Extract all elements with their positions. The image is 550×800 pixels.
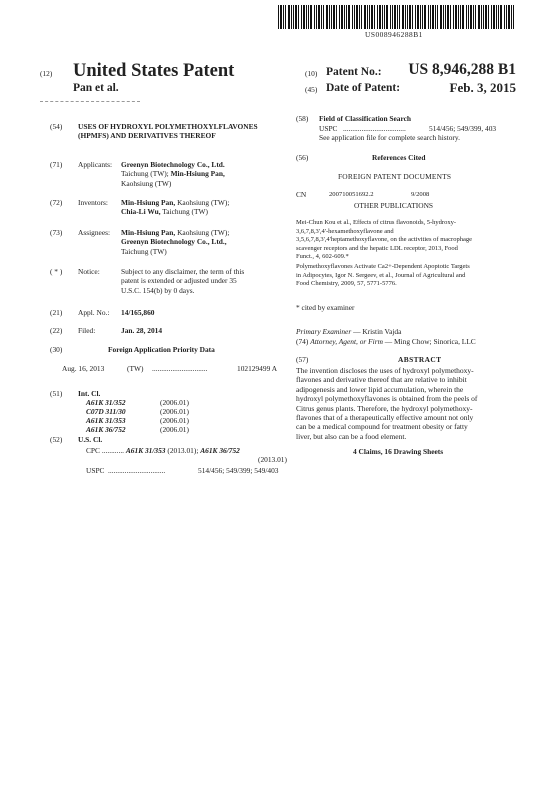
foreign-date: 9/2008	[411, 191, 430, 198]
inventor-2: Chia-Li Wu,	[121, 207, 161, 217]
uspc-value: 514/456; 549/399; 549/403	[198, 466, 279, 475]
publication-line: Polymethoxyflavones Activate Ca2+-Dependent Apoptotic Targets	[296, 263, 470, 270]
cpc-class-2: A61K 36/752	[200, 446, 240, 455]
assignee-2-location: Taichung (TW)	[121, 246, 167, 256]
barcode-bar	[420, 5, 421, 29]
assignees-label: Assignees:	[78, 228, 111, 237]
barcode-bar	[453, 5, 454, 29]
barcode-bar	[407, 5, 408, 29]
barcode-bar	[331, 5, 332, 29]
inventors-value	[121, 198, 291, 217]
notice-line: U.S.C. 154(b) by 0 days.	[121, 285, 195, 295]
int-cl-class: A61K 36/752	[86, 425, 126, 434]
barcode-bar	[392, 5, 393, 29]
barcode-bar	[493, 5, 495, 29]
code-45: (45)	[305, 85, 318, 94]
barcode-bar	[384, 5, 385, 29]
cpc-class-1: A61K 31/353	[125, 446, 166, 455]
barcode-bar	[379, 5, 381, 29]
examiner-name: — Kristin Vajda	[353, 327, 402, 336]
barcode-bar	[356, 5, 358, 29]
search-note: See application file for complete search history.	[319, 133, 460, 142]
barcode-bar	[443, 5, 444, 29]
appl-no-value: 14/165,860	[121, 308, 155, 317]
inventor-1-location: Kaohsiung (TW);	[177, 198, 230, 207]
barcode-bar	[314, 5, 315, 29]
date-of-patent: Feb. 3, 2015	[449, 80, 516, 95]
barcode-bar	[295, 5, 297, 29]
notice-text	[121, 267, 291, 295]
other-pubs-title: OTHER PUBLICATIONS	[354, 201, 434, 210]
code-51: (51)	[50, 389, 63, 398]
cpc-label: CPC	[86, 446, 100, 455]
assignee-1: Min-Hsiung Pan,	[121, 228, 176, 237]
attorney-line	[296, 337, 476, 346]
barcode-bar	[308, 5, 309, 29]
barcode-bar	[417, 5, 419, 29]
barcode-bar	[435, 5, 436, 29]
barcode-bar	[508, 5, 510, 29]
code-71: (71)	[50, 160, 63, 169]
notice-code: ( * )	[50, 267, 63, 276]
code-56: (56)	[296, 153, 309, 162]
barcode-bar	[280, 5, 282, 29]
int-cl-version: (2006.01)	[160, 425, 189, 434]
abstract-line: flavones and derivative thereof that are relative to inhibit	[296, 375, 467, 385]
barcode-bar	[496, 5, 497, 29]
barcode-bar	[432, 5, 434, 29]
barcode-bar	[481, 5, 482, 29]
code-73: (73)	[50, 228, 63, 237]
applicant-2: Min-Hsiung Pan,	[170, 169, 225, 179]
barcode-bar	[382, 5, 383, 29]
barcode-bar	[483, 5, 484, 29]
barcode-bar	[321, 5, 322, 29]
barcode-bar	[323, 5, 324, 29]
barcode-bar	[344, 5, 345, 29]
barcode-bar	[359, 5, 360, 29]
barcode-bar	[361, 5, 362, 29]
priority-date: Aug. 16, 2013	[62, 364, 105, 373]
barcode-bar	[341, 5, 343, 29]
barcode-bar	[409, 5, 411, 29]
int-cl-version: (2006.01)	[160, 398, 189, 407]
barcode-bar	[386, 5, 388, 29]
notice-line: patent is extended or adjusted under 35	[121, 276, 237, 286]
int-cl-label: Int. Cl.	[78, 389, 101, 398]
publication-line: in Adipocytes, Igor N. Sergeev, et al., Journal of Agricultural and	[296, 271, 466, 279]
patent-no-label: Patent No.:	[326, 66, 382, 78]
references-title: References Cited	[372, 153, 426, 162]
us-cl-label: U.S. Cl.	[78, 435, 103, 444]
abstract-line: The invention discloses the uses of hydroxyl polymethoxy-	[296, 366, 474, 375]
barcode-bar	[326, 5, 328, 29]
uspc-dots: ...............................	[108, 466, 166, 475]
assignee-1-location: Kaohsiung (TW);	[177, 228, 230, 237]
applicant-2-location: Kaohsiung (TW)	[121, 178, 172, 188]
barcode-bar	[394, 5, 396, 29]
barcode-bar	[437, 5, 438, 29]
barcode-bar	[283, 5, 284, 29]
inventors-label: Inventors:	[78, 198, 108, 207]
barcode-bar	[301, 5, 302, 29]
barcode-bar	[470, 5, 472, 29]
barcode-bar	[485, 5, 487, 29]
barcode-bar	[377, 5, 378, 29]
header-rule	[40, 101, 140, 102]
notice-label: Notice:	[78, 267, 100, 276]
kind-code-12: (12)	[40, 69, 53, 78]
filed-label: Filed:	[78, 326, 96, 335]
priority-title: Foreign Application Priority Data	[108, 345, 215, 354]
publication-2	[296, 263, 518, 289]
abstract-line: hydroxyl polymethoxyflavones is obtained from the peels of	[296, 394, 478, 404]
barcode-bar	[333, 5, 335, 29]
int-cl-version: (2006.01)	[160, 407, 189, 416]
barcode-bar	[303, 5, 305, 29]
code-22: (22)	[50, 326, 63, 335]
notice-line: Subject to any disclaimer, the term of this	[121, 267, 245, 276]
barcode-bar	[504, 5, 505, 29]
examiner-label: Primary Examiner	[296, 327, 352, 336]
barcode-number: US008946288B1	[365, 30, 423, 39]
barcode-bar	[500, 5, 502, 29]
attorney-label: Attorney, Agent, or Firm	[310, 337, 383, 346]
abstract-line: liver, but also can be a food element.	[296, 431, 407, 441]
int-cl-class: C07D 311/30	[86, 407, 126, 416]
filed-value: Jan. 28, 2014	[121, 326, 163, 335]
code-72: (72)	[50, 198, 63, 207]
barcode-bar	[310, 5, 312, 29]
inventor-2-location: Taichung (TW)	[162, 207, 208, 217]
publication-line: 3,5,6,7,8,3',4'heptamethoxyflavone, on the activities of macrophage	[296, 236, 472, 243]
barcode-bar	[473, 5, 474, 29]
document-title: United States Patent	[73, 61, 235, 81]
barcode-bar	[288, 5, 290, 29]
barcode-bar	[399, 5, 400, 29]
barcode-bar	[306, 5, 307, 29]
cpc-version-2: (2013.01)	[258, 455, 287, 464]
barcode-bar	[348, 5, 350, 29]
barcode-bar	[447, 5, 449, 29]
code-58: (58)	[296, 114, 309, 123]
barcode-bar	[422, 5, 423, 29]
priority-number: 102129499 A	[237, 364, 278, 373]
barcode-bar	[513, 5, 514, 29]
barcode-bar	[346, 5, 347, 29]
barcode-bar	[371, 5, 373, 29]
barcode-bar	[397, 5, 398, 29]
barcode-bar	[405, 5, 406, 29]
barcode-bar	[415, 5, 416, 29]
barcode-bar	[478, 5, 480, 29]
barcode-bar	[491, 5, 492, 29]
barcode	[278, 5, 515, 29]
barcode-bar	[367, 5, 368, 29]
barcode-bar	[511, 5, 512, 29]
barcode-bar	[285, 5, 286, 29]
barcode-bar	[450, 5, 451, 29]
barcode-bar	[336, 5, 337, 29]
code-74: (74)	[296, 337, 309, 346]
invention-title: USES OF HYDROXYL POLYMETHOXYLFLAVONES (HPMFS) AND DERIVATIVES THEREOF	[78, 122, 258, 141]
publication-line: scavenger receptors and the hepatic LDL receptor, 2013, Food	[296, 244, 458, 252]
abstract-text	[296, 366, 518, 441]
barcode-bar	[455, 5, 457, 29]
barcode-bar	[318, 5, 320, 29]
barcode-bar	[354, 5, 355, 29]
barcode-bar	[390, 5, 391, 29]
barcode-bar	[374, 5, 375, 29]
assignees-value	[121, 228, 291, 256]
cpc-line	[86, 446, 284, 455]
barcode-bar	[475, 5, 476, 29]
cited-by-examiner: * cited by examiner	[296, 303, 355, 312]
barcode-bar	[462, 5, 464, 29]
barcode-bar	[339, 5, 340, 29]
primary-examiner	[296, 327, 401, 336]
publication-line: Food Chemistry, 2009, 57, 5771-5776.	[296, 280, 397, 287]
publication-1	[296, 219, 516, 262]
barcode-bar	[424, 5, 426, 29]
barcode-bar	[488, 5, 489, 29]
attorney-name: — Ming Chow; Sinorica, LLC	[384, 337, 476, 346]
barcode-bar	[440, 5, 442, 29]
publication-line: Funct., 4, 602-609.*	[296, 253, 349, 260]
barcode-bar	[316, 5, 317, 29]
search-uspc-label: USPC	[319, 124, 338, 133]
code-52: (52)	[50, 435, 63, 444]
barcode-bar	[298, 5, 299, 29]
barcode-bar	[430, 5, 431, 29]
code-21: (21)	[50, 308, 63, 317]
search-value: 514/456; 549/399, 403	[429, 124, 497, 133]
barcode-bar	[428, 5, 429, 29]
code-54: (54)	[50, 122, 63, 131]
barcode-bar	[466, 5, 467, 29]
foreign-docs-title: FOREIGN PATENT DOCUMENTS	[338, 172, 452, 181]
barcode-bar	[458, 5, 459, 29]
int-cl-class: A61K 31/353	[86, 416, 126, 425]
int-cl-class: A61K 31/352	[86, 398, 126, 407]
barcode-bar	[412, 5, 413, 29]
claims-summary: 4 Claims, 16 Drawing Sheets	[353, 447, 444, 456]
barcode-bar	[293, 5, 294, 29]
barcode-bar	[291, 5, 292, 29]
barcode-bar	[352, 5, 353, 29]
priority-dots: ..............................	[152, 364, 208, 373]
foreign-number: 200710051692.2	[329, 191, 374, 198]
barcode-bar	[498, 5, 499, 29]
barcode-bar	[460, 5, 461, 29]
barcode-bar	[445, 5, 446, 29]
abstract-line: flavones that of a therapeutically effective amount not only	[296, 413, 474, 423]
code-57: (57)	[296, 355, 309, 364]
barcode-bar	[402, 5, 404, 29]
abstract-title: ABSTRACT	[398, 355, 442, 364]
inventor-1: Min-Hsiung Pan,	[121, 198, 176, 207]
date-of-patent-label: Date of Patent:	[326, 82, 401, 94]
applicant-1-location: Taichung (TW);	[121, 169, 169, 179]
field-search-title: Field of Classification Search	[319, 114, 412, 123]
abstract-line: Citrus genus plants. Therefore, the hydroxyl polymethoxy-	[296, 403, 473, 413]
search-dots: ..................................	[343, 124, 406, 133]
applicants-value	[121, 160, 291, 188]
uspc-label: USPC	[86, 466, 105, 475]
barcode-bar	[329, 5, 330, 29]
cpc-dots: ............	[101, 446, 125, 455]
barcode-bar	[506, 5, 507, 29]
publication-line: Mei-Chun Kou et al., Effects of citrus flavonoids, 5-hydroxy-	[296, 219, 456, 226]
code-10: (10)	[305, 69, 318, 78]
foreign-country: CN	[296, 190, 307, 199]
code-30: (30)	[50, 345, 63, 354]
patent-number: US 8,946,288 B1	[408, 61, 516, 78]
publication-line: 3,6,7,8,3',4'-hexamethoxyflavone and	[296, 227, 394, 235]
barcode-bar	[369, 5, 370, 29]
barcode-bar	[364, 5, 366, 29]
applicants-label: Applicants:	[78, 160, 113, 169]
barcode-bar	[468, 5, 469, 29]
assignee-2: Greenyn Biotechnology Co., Ltd.,	[121, 237, 227, 247]
cpc-version-1: (2013.01);	[167, 446, 199, 455]
int-cl-version: (2006.01)	[160, 416, 189, 425]
appl-no-label: Appl. No.:	[78, 308, 110, 317]
abstract-line: can be a medical compound for treatment obesity or fatty	[296, 422, 468, 432]
abstract-line: adipogenesis and lower lipid accumulation, wherein the	[296, 384, 464, 394]
priority-country: (TW)	[127, 364, 144, 373]
barcode-bar	[278, 5, 279, 29]
inventor-short: Pan et al.	[73, 82, 119, 94]
applicant-1: Greenyn Biotechnology Co., Ltd.	[121, 160, 225, 169]
